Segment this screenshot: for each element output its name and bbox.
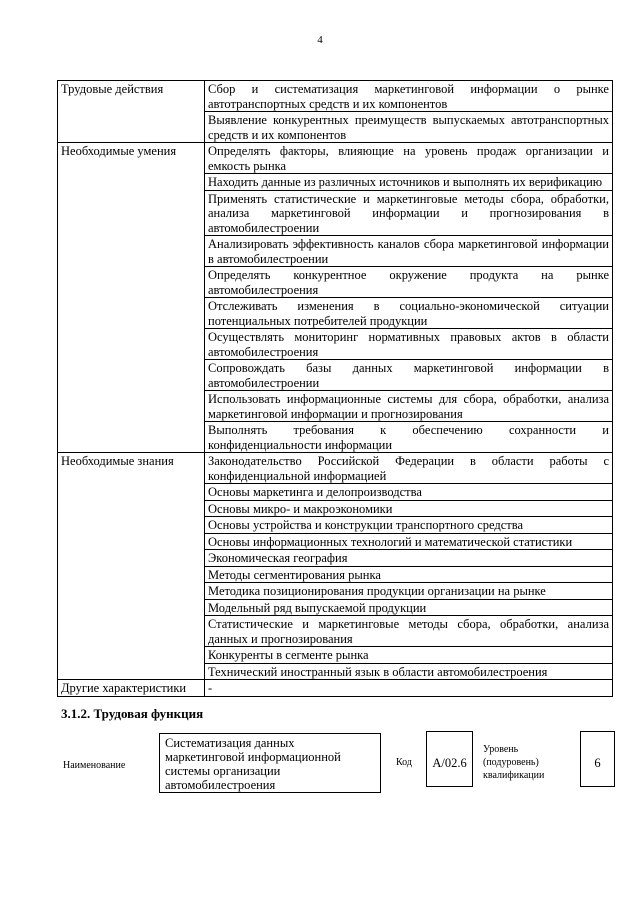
item-cell: Методы сегментирования рынка [205, 566, 613, 583]
item-cell: Основы микро- и макроэкономики [205, 500, 613, 517]
item-cell: - [205, 680, 613, 697]
name-value-box: Систематизация данных маркетинговой информационной системы организации автомобилестроения [159, 733, 381, 793]
item-cell: Отслеживать изменения в социально-экономической ситуации потенциальных потребителей продукции [205, 298, 613, 329]
item-cell: Основы информационных технологий и математической статистики [205, 533, 613, 550]
labor-function-table [57, 80, 613, 697]
item-cell: Определять факторы, влияющие на уровень продаж организации и емкость рынка [205, 143, 613, 174]
section-title: 3.1.2. Трудовая функция [61, 706, 204, 721]
item-cell: Основы маркетинга и делопроизводства [205, 484, 613, 501]
item-cell: Модельный ряд выпускаемой продукции [205, 599, 613, 616]
level-label-line: (подуровень) [483, 757, 539, 768]
category-cell: Другие характеристики [58, 680, 205, 697]
table-row [58, 81, 613, 112]
table-row [58, 143, 613, 174]
item-cell: Применять статистические и маркетинговые методы сбора, обработки, анализа маркетинговой информации и прогнозирования в автомобилестроении [205, 190, 613, 236]
level-value-box: 6 [580, 731, 615, 787]
item-cell: Находить данные из различных источников и выполнять их верификацию [205, 174, 613, 191]
level-label-line: Уровень [483, 744, 519, 755]
category-cell: Необходимые умения [58, 143, 205, 453]
category-cell: Трудовые действия [58, 81, 205, 143]
item-cell: Сопровождать базы данных маркетинговой информации в автомобилестроении [205, 360, 613, 391]
category-cell: Необходимые знания [58, 453, 205, 680]
item-cell: Методика позиционирования продукции организации на рынке [205, 583, 613, 600]
item-cell: Законодательство Российской Федерации в области работы с конфиденциальной информацией [205, 453, 613, 484]
item-cell: Выявление конкурентных преимуществ выпускаемых автотранспортных средств и их компонентов [205, 112, 613, 143]
table-row [58, 680, 613, 697]
item-cell: Использовать информационные системы для сбора, обработки, анализа маркетинговой информации и прогнозирования [205, 391, 613, 422]
item-cell: Выполнять требования к обеспечению сохранности и конфиденциальности информации [205, 422, 613, 453]
name-label: Наименование [63, 760, 126, 771]
table-row [58, 453, 613, 484]
item-cell: Конкуренты в сегменте рынка [205, 647, 613, 664]
code-label: Код [396, 757, 412, 768]
item-cell: Статистические и маркетинговые методы сбора, обработки, анализа данных и прогнозирования [205, 616, 613, 647]
page-number: 4 [317, 34, 323, 46]
item-cell: Основы устройства и конструкции транспортного средства [205, 517, 613, 534]
level-label [483, 743, 544, 782]
item-cell: Сбор и систематизация маркетинговой информации о рынке автотранспортных средств и их компонентов [205, 81, 613, 112]
item-cell: Технический иностранный язык в области автомобилестроения [205, 663, 613, 680]
code-value-box: A/02.6 [426, 731, 473, 787]
item-cell: Анализировать эффективность каналов сбора маркетинговой информации в автомобилестроении [205, 236, 613, 267]
level-label-line: квалификации [483, 770, 545, 781]
item-cell: Осуществлять мониторинг нормативных правовых актов в области автомобилестроения [205, 329, 613, 360]
item-cell: Экономическая география [205, 550, 613, 567]
item-cell: Определять конкурентное окружение продукта на рынке автомобилестроения [205, 267, 613, 298]
